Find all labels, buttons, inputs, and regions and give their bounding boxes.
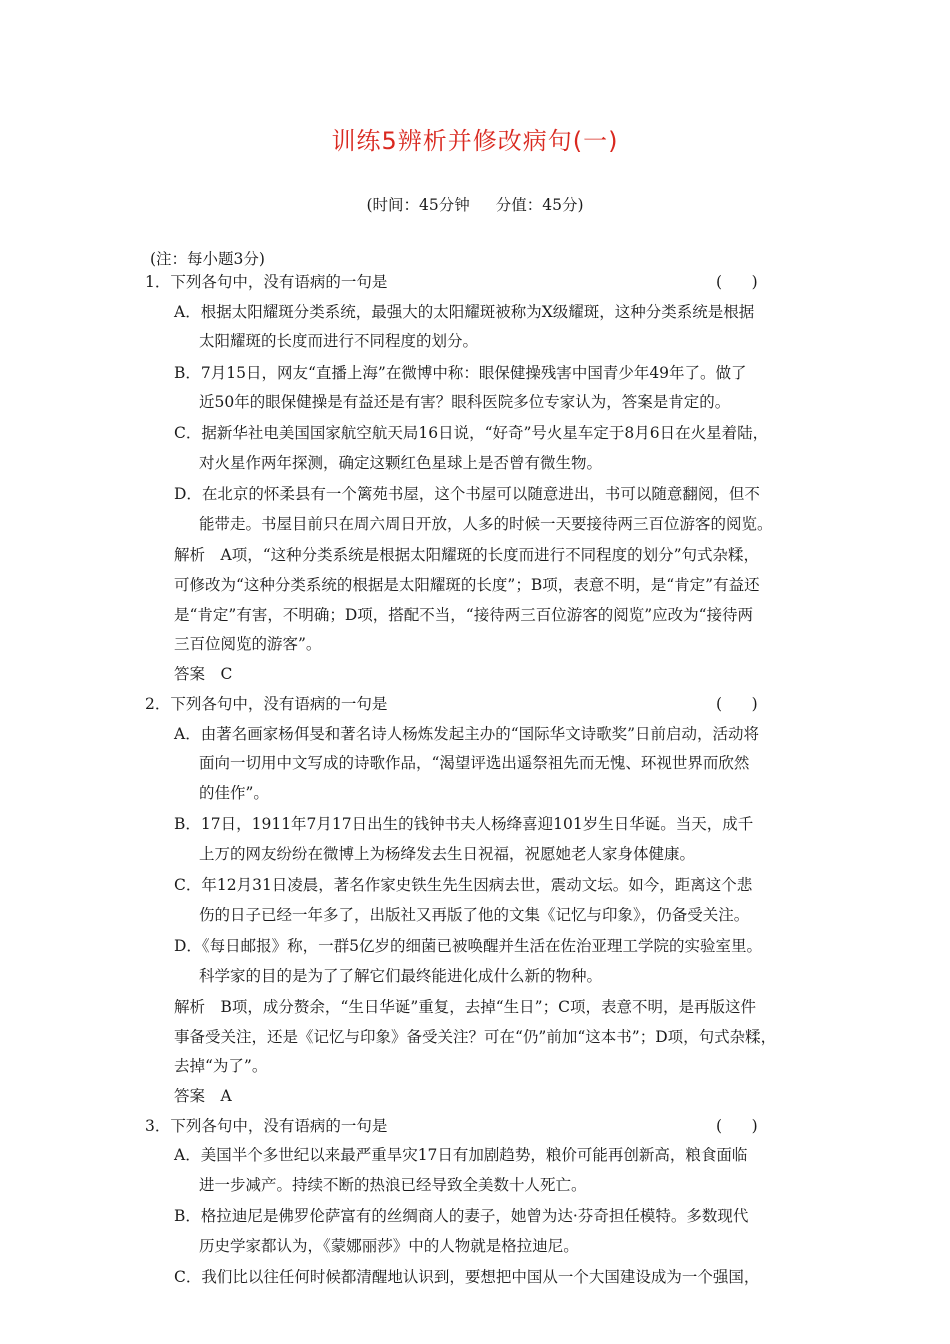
analysis-line: 三百位阅览的游客”。 [174, 635, 322, 653]
note-line: (注：每小题3分) [150, 250, 265, 268]
option-continuation: 伤的日子已经一年多了，出版社又再版了他的文集《记忆与印象》，仍备受关注。 [199, 906, 750, 924]
analysis-line: 是“肯定”有害，不明确；D项，搭配不当，“接待两三百位游客的阅览”应改为“接待两 [174, 606, 754, 624]
answer-line: 答案 A [174, 1087, 232, 1105]
analysis-line: 去掉“为了”。 [174, 1057, 268, 1075]
option-continuation: 太阳耀斑的长度而进行不同程度的划分。 [199, 332, 479, 350]
analysis-line: 解析 B项，成分赘余，“生日华诞”重复，去掉“生日”；C项，表意不明，是再版这件 [174, 998, 756, 1016]
option-continuation: 科学家的目的是为了了解它们最终能进化成什么新的物种。 [199, 967, 603, 985]
option-continuation: 历史学家都认为，《蒙娜丽莎》中的人物就是格拉迪尼。 [199, 1237, 579, 1255]
option-line: A．由著名画家杨佴旻和著名诗人杨炼发起主办的“国际华文诗歌奖”日前启动，活动将 [174, 725, 760, 743]
question-stem: 3．下列各句中，没有语病的一句是 [145, 1117, 388, 1135]
option-line: A．根据太阳耀斑分类系统，最强大的太阳耀斑被称为X级耀斑，这种分类系统是根据 [174, 303, 755, 321]
analysis-line: 可修改为“这种分类系统的根据是太阳耀斑的长度”；B项，表意不明，是“肯定”有益还 [174, 576, 760, 594]
option-line: B．7月15日，网友“直播上海”在微博中称：眼保健操残害中国青少年49年了。做了 [174, 364, 747, 382]
option-continuation: 能带走。书屋目前只在周六周日开放，人多的时候一天要接待两三百位游客的阅览。 [199, 515, 773, 533]
score-total: 分值：45分) [495, 196, 584, 214]
page-title: 训练5辨析并修改病句(一) [331, 127, 619, 155]
answer-line: 答案 C [174, 665, 233, 683]
option-line: D．在北京的怀柔县有一个篱苑书屋，这个书屋可以随意进出，书可以随意翻阅，但不 [174, 485, 760, 503]
option-continuation: 的佳作”。 [199, 784, 269, 802]
option-line: A．美国半个多世纪以来最严重旱灾17日有加剧趋势，粮价可能再创新高，粮食面临 [174, 1146, 748, 1164]
option-line: C．年12月31日凌晨，著名作家史铁生先生因病去世，震动文坛。如今，距离这个悲 [174, 876, 753, 894]
answer-blank: ( ) [716, 1117, 758, 1135]
option-line: C．我们比以往任何时候都清醒地认识到，要想把中国从一个大国建设成为一个强国， [174, 1268, 760, 1286]
analysis-line: 解析 A项，“这种分类系统是根据太阳耀斑的长度而进行不同程度的划分”句式杂糅， [174, 546, 760, 564]
option-line: B．格拉迪尼是佛罗伦萨富有的丝绸商人的妻子，她曾为达·芬奇担任模特。多数现代 [174, 1207, 749, 1225]
option-continuation: 对火星作两年探测，确定这颗红色星球上是否曾有微生物。 [199, 454, 603, 472]
time-limit: (时间：45分钟 [366, 196, 470, 214]
option-line: D．《每日邮报》称，一群5亿岁的细菌已被唤醒并生活在佐治亚理工学院的实验室里。 [174, 937, 763, 955]
option-line: B．17日，1911年7月17日出生的钱钟书夫人杨绛喜迎101岁生日华诞。当天，成千 [174, 815, 754, 833]
analysis-line: 事备受关注，还是《记忆与印象》备受关注？可在“仍”前加“这本书”；D项，句式杂糅， [174, 1028, 777, 1046]
option-continuation: 面向一切用中文写成的诗歌作品，“渴望评选出遥祭祖先而无愧、环视世界而欣然 [199, 754, 750, 772]
option-continuation: 上万的网友纷纷在微博上为杨绛发去生日祝福，祝愿她老人家身体健康。 [199, 845, 696, 863]
question-stem: 1．下列各句中，没有语病的一句是 [145, 273, 388, 291]
option-continuation: 进一步减产。持续不断的热浪已经导致全美数十人死亡。 [199, 1176, 587, 1194]
option-continuation: 近50年的眼保健操是有益还是有害？眼科医院多位专家认为，答案是肯定的。 [199, 393, 731, 411]
answer-blank: ( ) [716, 273, 758, 291]
answer-blank: ( ) [716, 695, 758, 713]
option-line: C．据新华社电美国国家航空航天局16日说，“好奇”号火星车定于8月6日在火星着陆， [174, 424, 769, 442]
exam-meta [0, 193, 950, 215]
question-stem: 2．下列各句中，没有语病的一句是 [145, 695, 388, 713]
